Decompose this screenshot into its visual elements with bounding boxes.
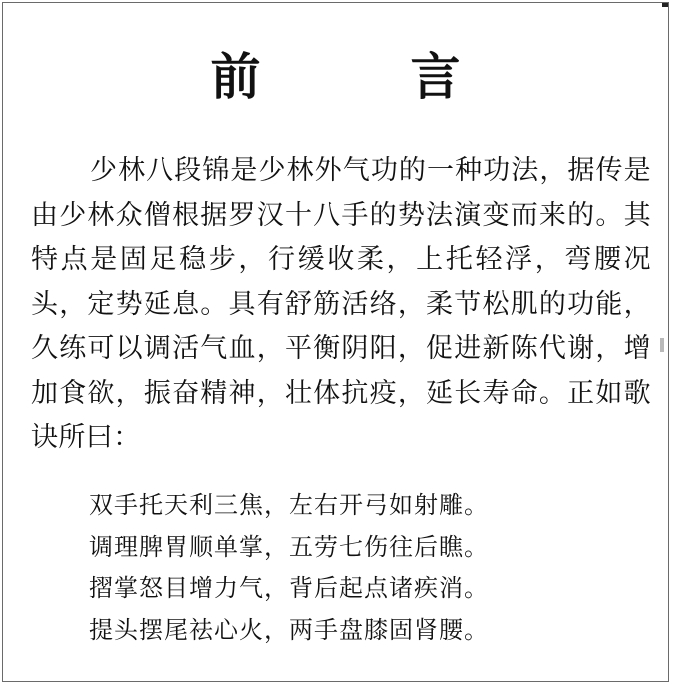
corner-mark xyxy=(662,3,668,7)
verse-block xyxy=(89,485,649,651)
verse-line-4: 提头摆尾祛心火，两手盘膝固肾腰。 xyxy=(89,615,489,644)
verse-line-2: 调理脾胃顺单掌，五劳七伤往后瞧。 xyxy=(89,532,489,561)
page-title: 前 言 xyxy=(210,47,511,106)
verse-line-3: 摺掌怒目增力气，背后起点诸疾消。 xyxy=(89,574,489,602)
intro-paragraph: 少林八段锦是少林外气功的一种功法，据传是由少林众僧根据罗汉十八手的势法演变而来的。其特点是固足稳步，行缓收柔，上托轻浮，弯腰况头，定势延息。具有舒筋活络，柔节松肌的功能，久练可以调活气血，平衡阴阳，促进新陈代谢，增加食欲，振奋精神，壮体抗疫，延长寿命。正如歌诀所曰： xyxy=(31,155,651,453)
edge-artifact xyxy=(660,338,664,352)
document-page xyxy=(2,2,669,682)
verse-line-1: 双手托天利三焦，左右开弓如射雕。 xyxy=(89,491,489,519)
